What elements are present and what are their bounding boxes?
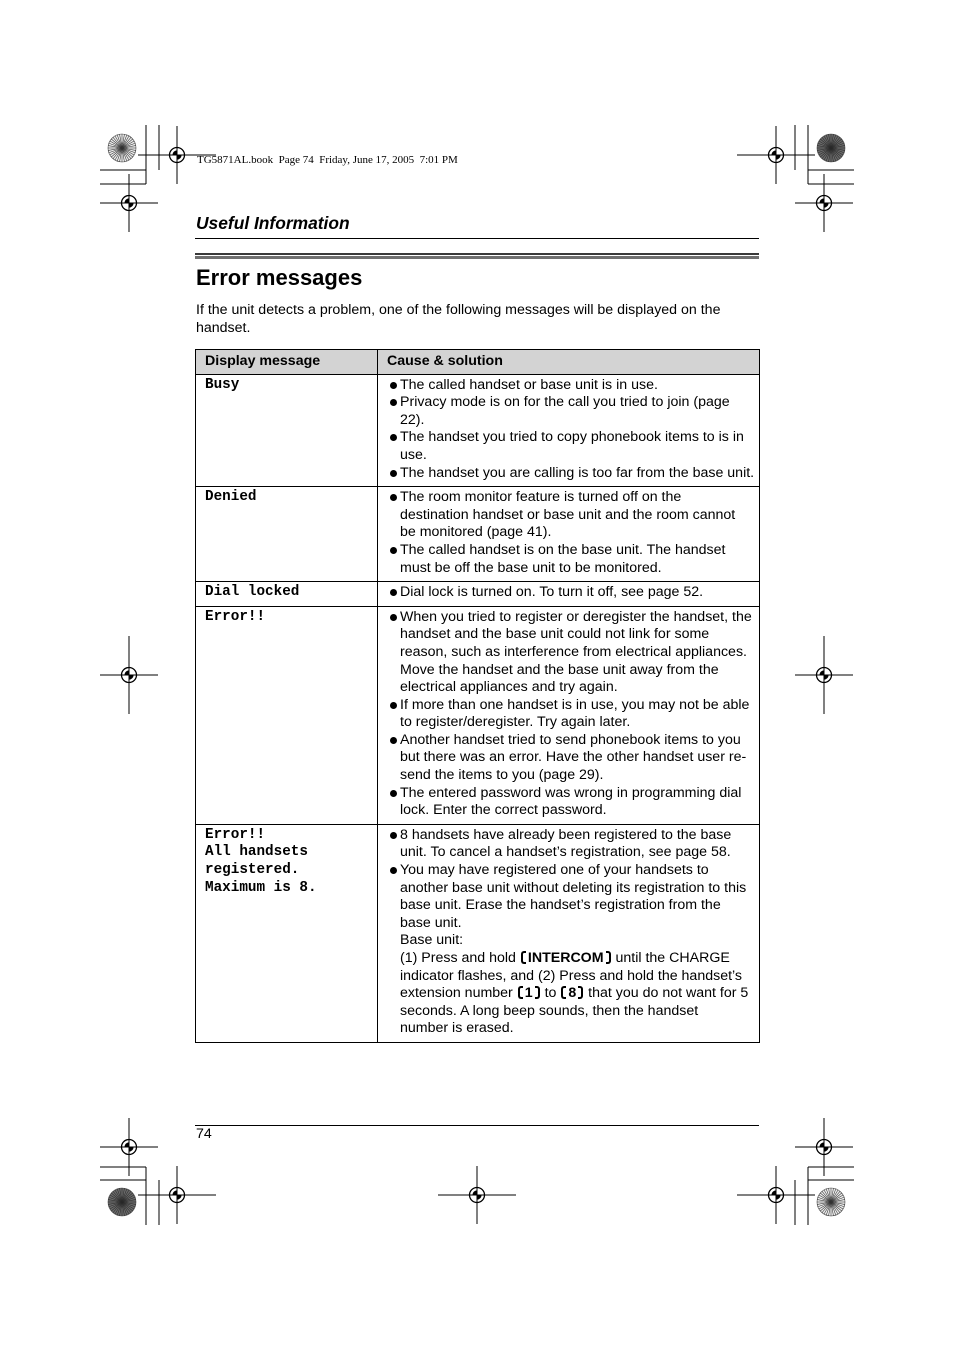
spoke-line bbox=[115, 1190, 122, 1202]
target-quadrants bbox=[819, 670, 828, 679]
spoke-line bbox=[831, 1202, 844, 1207]
spoke-line bbox=[117, 135, 122, 148]
spoke-line bbox=[831, 1202, 840, 1213]
target-ring bbox=[170, 148, 185, 163]
cause-item bbox=[389, 489, 758, 542]
spoke-line bbox=[818, 143, 831, 148]
spoke-line bbox=[831, 148, 843, 155]
spoke-line bbox=[831, 139, 842, 148]
spoke-line bbox=[122, 148, 129, 160]
spoke-line bbox=[831, 134, 833, 148]
spoke-line bbox=[822, 137, 831, 148]
display-message: Error!! bbox=[196, 606, 378, 824]
cause-solution-cell bbox=[378, 582, 760, 607]
cause-item bbox=[389, 862, 758, 932]
column-header-cause-solution: Cause & solution bbox=[378, 350, 760, 375]
cause-text: Another handset tried to send phonebook items to you but there was an error. Have the other handset user re- send the items to you (page 29). bbox=[400, 731, 747, 784]
table-row bbox=[196, 582, 760, 607]
spoke-line bbox=[122, 148, 136, 150]
column-header-display-message: Display message bbox=[196, 350, 378, 375]
instruction-text: until the CHARGE indicator flashes, and (2) Press and hold the handset’s extension number bbox=[400, 950, 743, 1002]
cause-item bbox=[389, 609, 758, 697]
cause-item bbox=[389, 584, 758, 602]
registration-target-icon bbox=[138, 1166, 216, 1224]
target-quadrants bbox=[124, 1142, 133, 1151]
spoke-line bbox=[122, 1202, 136, 1204]
spoke-line bbox=[122, 134, 124, 148]
spoke-line bbox=[831, 146, 845, 148]
spoked-disc bbox=[108, 134, 136, 162]
spoke-line bbox=[831, 1202, 836, 1215]
spoke-line bbox=[831, 137, 840, 148]
table-header-row bbox=[196, 350, 760, 375]
cause-text: You may have registered one of your handsets to another base unit without deleting its registration to this base unit. Erase the handset’s registration from the base unit. bbox=[400, 862, 747, 931]
spoke-line bbox=[829, 1202, 831, 1216]
spoke-line bbox=[117, 1202, 122, 1215]
spoke-line bbox=[122, 135, 127, 148]
spoke-line bbox=[120, 148, 122, 162]
spoke-line bbox=[826, 1189, 831, 1202]
target-ring bbox=[769, 148, 784, 163]
display-message: Error!! All handsets registered. Maximum is 8. bbox=[196, 824, 378, 1042]
instruction-text: (1) Press and hold bbox=[400, 950, 520, 966]
table-row bbox=[196, 824, 760, 1042]
spoke-line bbox=[122, 148, 124, 162]
spoke-line bbox=[831, 1202, 845, 1204]
bullet-icon bbox=[389, 489, 400, 507]
spoke-line bbox=[108, 1200, 122, 1202]
registration-target-icon bbox=[795, 1118, 853, 1176]
spoke-line bbox=[824, 1202, 831, 1214]
target-quadrants bbox=[771, 150, 780, 159]
spoke-line bbox=[122, 1191, 131, 1202]
spoke-line bbox=[122, 148, 131, 159]
target-ring bbox=[817, 668, 832, 683]
spoke-line bbox=[122, 137, 131, 148]
footer-divider bbox=[195, 1125, 759, 1126]
spoked-registration-icon bbox=[108, 1188, 136, 1216]
cause-solution-cell bbox=[378, 606, 760, 824]
registration-target-icon bbox=[795, 174, 853, 232]
spoke-line bbox=[117, 148, 122, 161]
spoke-line bbox=[820, 148, 831, 157]
target-quadrants bbox=[172, 1190, 181, 1199]
spoked-registration-icon bbox=[817, 134, 845, 162]
target-ring bbox=[170, 1188, 185, 1203]
target-ring bbox=[817, 196, 832, 211]
spoke-line bbox=[108, 1202, 122, 1204]
spoke-line bbox=[824, 148, 831, 160]
spoke-line bbox=[829, 134, 831, 148]
spoke-line bbox=[822, 148, 831, 159]
spoke-line bbox=[110, 141, 122, 148]
spoke-line bbox=[831, 148, 836, 161]
spoke-line bbox=[831, 1193, 842, 1202]
spoked-disc bbox=[817, 134, 845, 162]
spoke-line bbox=[122, 1202, 127, 1215]
spoke-line bbox=[822, 1202, 831, 1213]
spoke-line bbox=[820, 139, 831, 148]
spoke-line bbox=[122, 148, 135, 153]
spoke-line bbox=[819, 148, 831, 155]
cause-text: If more than one handset is in use, you may not be able to register/deregister. Try again later. bbox=[400, 696, 750, 731]
bullet-icon bbox=[389, 862, 400, 880]
spoke-line bbox=[826, 1202, 831, 1215]
spoke-line bbox=[817, 146, 831, 148]
spoke-line bbox=[831, 148, 842, 157]
base-unit-instructions bbox=[389, 950, 758, 1038]
spoke-line bbox=[113, 1191, 122, 1202]
cause-text: Privacy mode is on for the call you tried to join (page 22). bbox=[400, 394, 730, 428]
spoke-line bbox=[122, 1202, 134, 1209]
bullet-icon bbox=[389, 827, 400, 845]
spoke-line bbox=[113, 1202, 122, 1213]
cause-item bbox=[389, 394, 758, 429]
spoke-line bbox=[829, 1188, 831, 1202]
spoke-line bbox=[111, 148, 122, 157]
spoked-registration-icon bbox=[108, 134, 136, 162]
bullet-icon bbox=[389, 377, 400, 395]
cause-text: The handset you tried to copy phonebook items to is in use. bbox=[400, 429, 744, 463]
cause-item bbox=[389, 465, 758, 483]
spoke-line bbox=[109, 1202, 122, 1207]
page-title: Error messages bbox=[196, 265, 363, 290]
cause-item bbox=[389, 827, 758, 862]
spoke-line bbox=[818, 1202, 831, 1207]
target-ring bbox=[470, 1188, 485, 1203]
instruction-text: to bbox=[540, 985, 561, 1002]
target-quadrants bbox=[819, 198, 828, 207]
spoke-line bbox=[824, 136, 831, 148]
spoke-line bbox=[826, 135, 831, 148]
target-quadrants bbox=[819, 1142, 828, 1151]
spoke-line bbox=[831, 1195, 843, 1202]
spoke-line bbox=[122, 1188, 124, 1202]
page-number: 74 bbox=[196, 1126, 212, 1142]
spoke-line bbox=[122, 148, 134, 155]
spoke-line bbox=[122, 1200, 136, 1202]
spoke-line bbox=[110, 148, 122, 155]
cause-text: 8 handsets have already been registered to the base unit. To cancel a handset’s registration, see page 58. bbox=[400, 826, 732, 861]
cause-solution-cell bbox=[378, 824, 760, 1042]
spoke-line bbox=[120, 1188, 122, 1202]
print-slug: TG5871AL.book Page 74 Friday, June 17, 2005 7:01 PM bbox=[197, 154, 458, 166]
cause-item bbox=[389, 785, 758, 820]
bullet-icon bbox=[389, 394, 400, 412]
spoke-line bbox=[831, 1202, 838, 1214]
spoke-line bbox=[122, 143, 135, 148]
cause-solution-cell bbox=[378, 487, 760, 582]
registration-target-icon bbox=[100, 174, 158, 232]
spoke-line bbox=[831, 148, 844, 153]
spoke-line bbox=[822, 1191, 831, 1202]
cause-text: When you tried to register or deregister the handset, the handset and the base unit could not link for some reason, such as interference from electrical appliances. Move the handset and the base unit away from the electrical appliances and try again. bbox=[400, 608, 752, 696]
spoke-line bbox=[122, 1202, 129, 1214]
cause-text: The called handset or base unit is in use. bbox=[400, 376, 658, 393]
spoke-line bbox=[831, 141, 843, 148]
spoke-line bbox=[820, 1193, 831, 1202]
spoked-disc bbox=[108, 1188, 136, 1216]
bullet-icon bbox=[389, 732, 400, 750]
target-quadrants bbox=[472, 1190, 481, 1199]
cause-text: Dial lock is turned on. To turn it off, see page 52. bbox=[400, 584, 704, 601]
spoke-line bbox=[819, 1202, 831, 1209]
spoke-line bbox=[122, 1193, 133, 1202]
registration-target-icon bbox=[737, 126, 815, 184]
spoke-line bbox=[817, 148, 831, 150]
bullet-icon bbox=[389, 609, 400, 627]
spoke-line bbox=[122, 148, 127, 161]
spoke-line bbox=[831, 135, 836, 148]
display-message: Dial locked bbox=[196, 582, 378, 607]
spoke-line bbox=[122, 1189, 127, 1202]
spoke-line bbox=[110, 1195, 122, 1202]
target-ring bbox=[817, 1140, 832, 1155]
spoke-line bbox=[831, 148, 833, 162]
spoke-line bbox=[820, 1202, 831, 1211]
cause-item bbox=[389, 542, 758, 577]
spoke-line bbox=[831, 1202, 843, 1209]
spoke-line bbox=[108, 148, 122, 150]
spoke-line bbox=[826, 148, 831, 161]
spoke-line bbox=[831, 1202, 842, 1211]
spoke-line bbox=[819, 1195, 831, 1202]
intro-paragraph: If the unit detects a problem, one of the following messages will be displayed on the handset. bbox=[196, 302, 721, 336]
spoke-line bbox=[122, 1202, 135, 1207]
spoke-line bbox=[122, 1190, 129, 1202]
spoke-line bbox=[831, 1191, 840, 1202]
spoke-line bbox=[122, 139, 133, 148]
registration-target-icon bbox=[438, 1166, 516, 1224]
spoke-line bbox=[818, 148, 831, 153]
target-ring bbox=[122, 668, 137, 683]
title-divider bbox=[195, 253, 759, 259]
number-key-8: 8 bbox=[560, 985, 584, 1001]
spoke-line bbox=[831, 1197, 844, 1202]
spoke-line bbox=[122, 1202, 124, 1216]
spoke-line bbox=[122, 141, 134, 148]
spoke-line bbox=[109, 143, 122, 148]
spoke-line bbox=[113, 148, 122, 159]
spoke-line bbox=[831, 136, 838, 148]
spoke-line bbox=[122, 146, 136, 148]
bullet-icon bbox=[389, 785, 400, 803]
cause-item bbox=[389, 697, 758, 732]
intercom-key: INTERCOM bbox=[520, 950, 612, 966]
spoke-line bbox=[817, 1200, 831, 1202]
spoke-line bbox=[122, 1202, 133, 1211]
spoke-line bbox=[831, 1188, 833, 1202]
registration-target-icon bbox=[795, 636, 853, 714]
spoke-line bbox=[108, 146, 122, 148]
bullet-icon bbox=[389, 542, 400, 560]
spoke-line bbox=[122, 1197, 135, 1202]
spoke-line bbox=[817, 1202, 831, 1204]
display-message: Denied bbox=[196, 487, 378, 582]
spoked-registration-icon bbox=[817, 1188, 845, 1216]
error-messages-table bbox=[195, 349, 760, 1043]
spoke-line bbox=[111, 139, 122, 148]
spoke-line bbox=[115, 136, 122, 148]
spoke-line bbox=[111, 1202, 122, 1211]
spoke-line bbox=[115, 1202, 122, 1214]
spoke-line bbox=[120, 1202, 122, 1216]
spoke-line bbox=[122, 136, 129, 148]
spoke-line bbox=[117, 1189, 122, 1202]
cause-item bbox=[389, 377, 758, 395]
cause-text: The entered password was wrong in programming dial lock. Enter the correct password. bbox=[400, 784, 742, 819]
spoke-line bbox=[109, 1197, 122, 1202]
bullet-icon bbox=[389, 697, 400, 715]
cause-solution-cell bbox=[378, 374, 760, 487]
spoke-line bbox=[120, 134, 122, 148]
bullet-icon bbox=[389, 429, 400, 447]
spoke-line bbox=[110, 1202, 122, 1209]
table-row bbox=[196, 606, 760, 824]
spoke-line bbox=[829, 148, 831, 162]
spoke-line bbox=[111, 1193, 122, 1202]
target-quadrants bbox=[124, 198, 133, 207]
spoke-line bbox=[824, 1190, 831, 1202]
display-message: Busy bbox=[196, 374, 378, 487]
spoke-line bbox=[831, 143, 844, 148]
target-ring bbox=[122, 196, 137, 211]
spoke-line bbox=[122, 148, 133, 157]
instruction-text: that you do not want for 5 seconds. A long beep sounds, then the handset number is erased. bbox=[400, 985, 749, 1037]
base-unit-heading: Base unit: bbox=[400, 932, 464, 949]
spoke-line bbox=[818, 1197, 831, 1202]
spoke-line bbox=[831, 1190, 838, 1202]
spoke-line bbox=[122, 1202, 131, 1213]
spoke-line bbox=[122, 1195, 134, 1202]
target-quadrants bbox=[172, 150, 181, 159]
table-row bbox=[196, 374, 760, 487]
cause-item bbox=[389, 732, 758, 785]
spoked-disc bbox=[817, 1188, 845, 1216]
spoke-line bbox=[831, 1202, 833, 1216]
registration-target-icon bbox=[100, 1118, 158, 1176]
spoke-line bbox=[831, 148, 838, 160]
target-ring bbox=[122, 1140, 137, 1155]
spoke-line bbox=[113, 137, 122, 148]
target-ring bbox=[769, 1188, 784, 1203]
spoke-line bbox=[109, 148, 122, 153]
registration-target-icon bbox=[737, 1166, 815, 1224]
registration-target-icon bbox=[100, 636, 158, 714]
cause-text: The room monitor feature is turned off on the destination handset or base unit and the room cannot be monitored (page 41). bbox=[400, 489, 736, 541]
table-row bbox=[196, 487, 760, 582]
cause-item bbox=[389, 429, 758, 464]
target-quadrants bbox=[124, 670, 133, 679]
number-key-1: 1 bbox=[517, 985, 541, 1001]
spoke-line bbox=[831, 148, 845, 150]
spoke-line bbox=[831, 148, 840, 159]
cause-text: The handset you are calling is too far from the base unit. bbox=[400, 464, 755, 481]
target-quadrants bbox=[771, 1190, 780, 1199]
spoke-line bbox=[831, 1189, 836, 1202]
spoke-line bbox=[819, 141, 831, 148]
section-header: Useful Information bbox=[196, 213, 350, 233]
spoke-line bbox=[115, 148, 122, 160]
spoke-line bbox=[831, 1200, 845, 1202]
bullet-icon bbox=[389, 584, 400, 602]
section-divider bbox=[195, 238, 759, 239]
cause-text: The called handset is on the base unit. The handset must be off the base unit to be monitored. bbox=[400, 541, 726, 576]
bullet-icon bbox=[389, 465, 400, 483]
